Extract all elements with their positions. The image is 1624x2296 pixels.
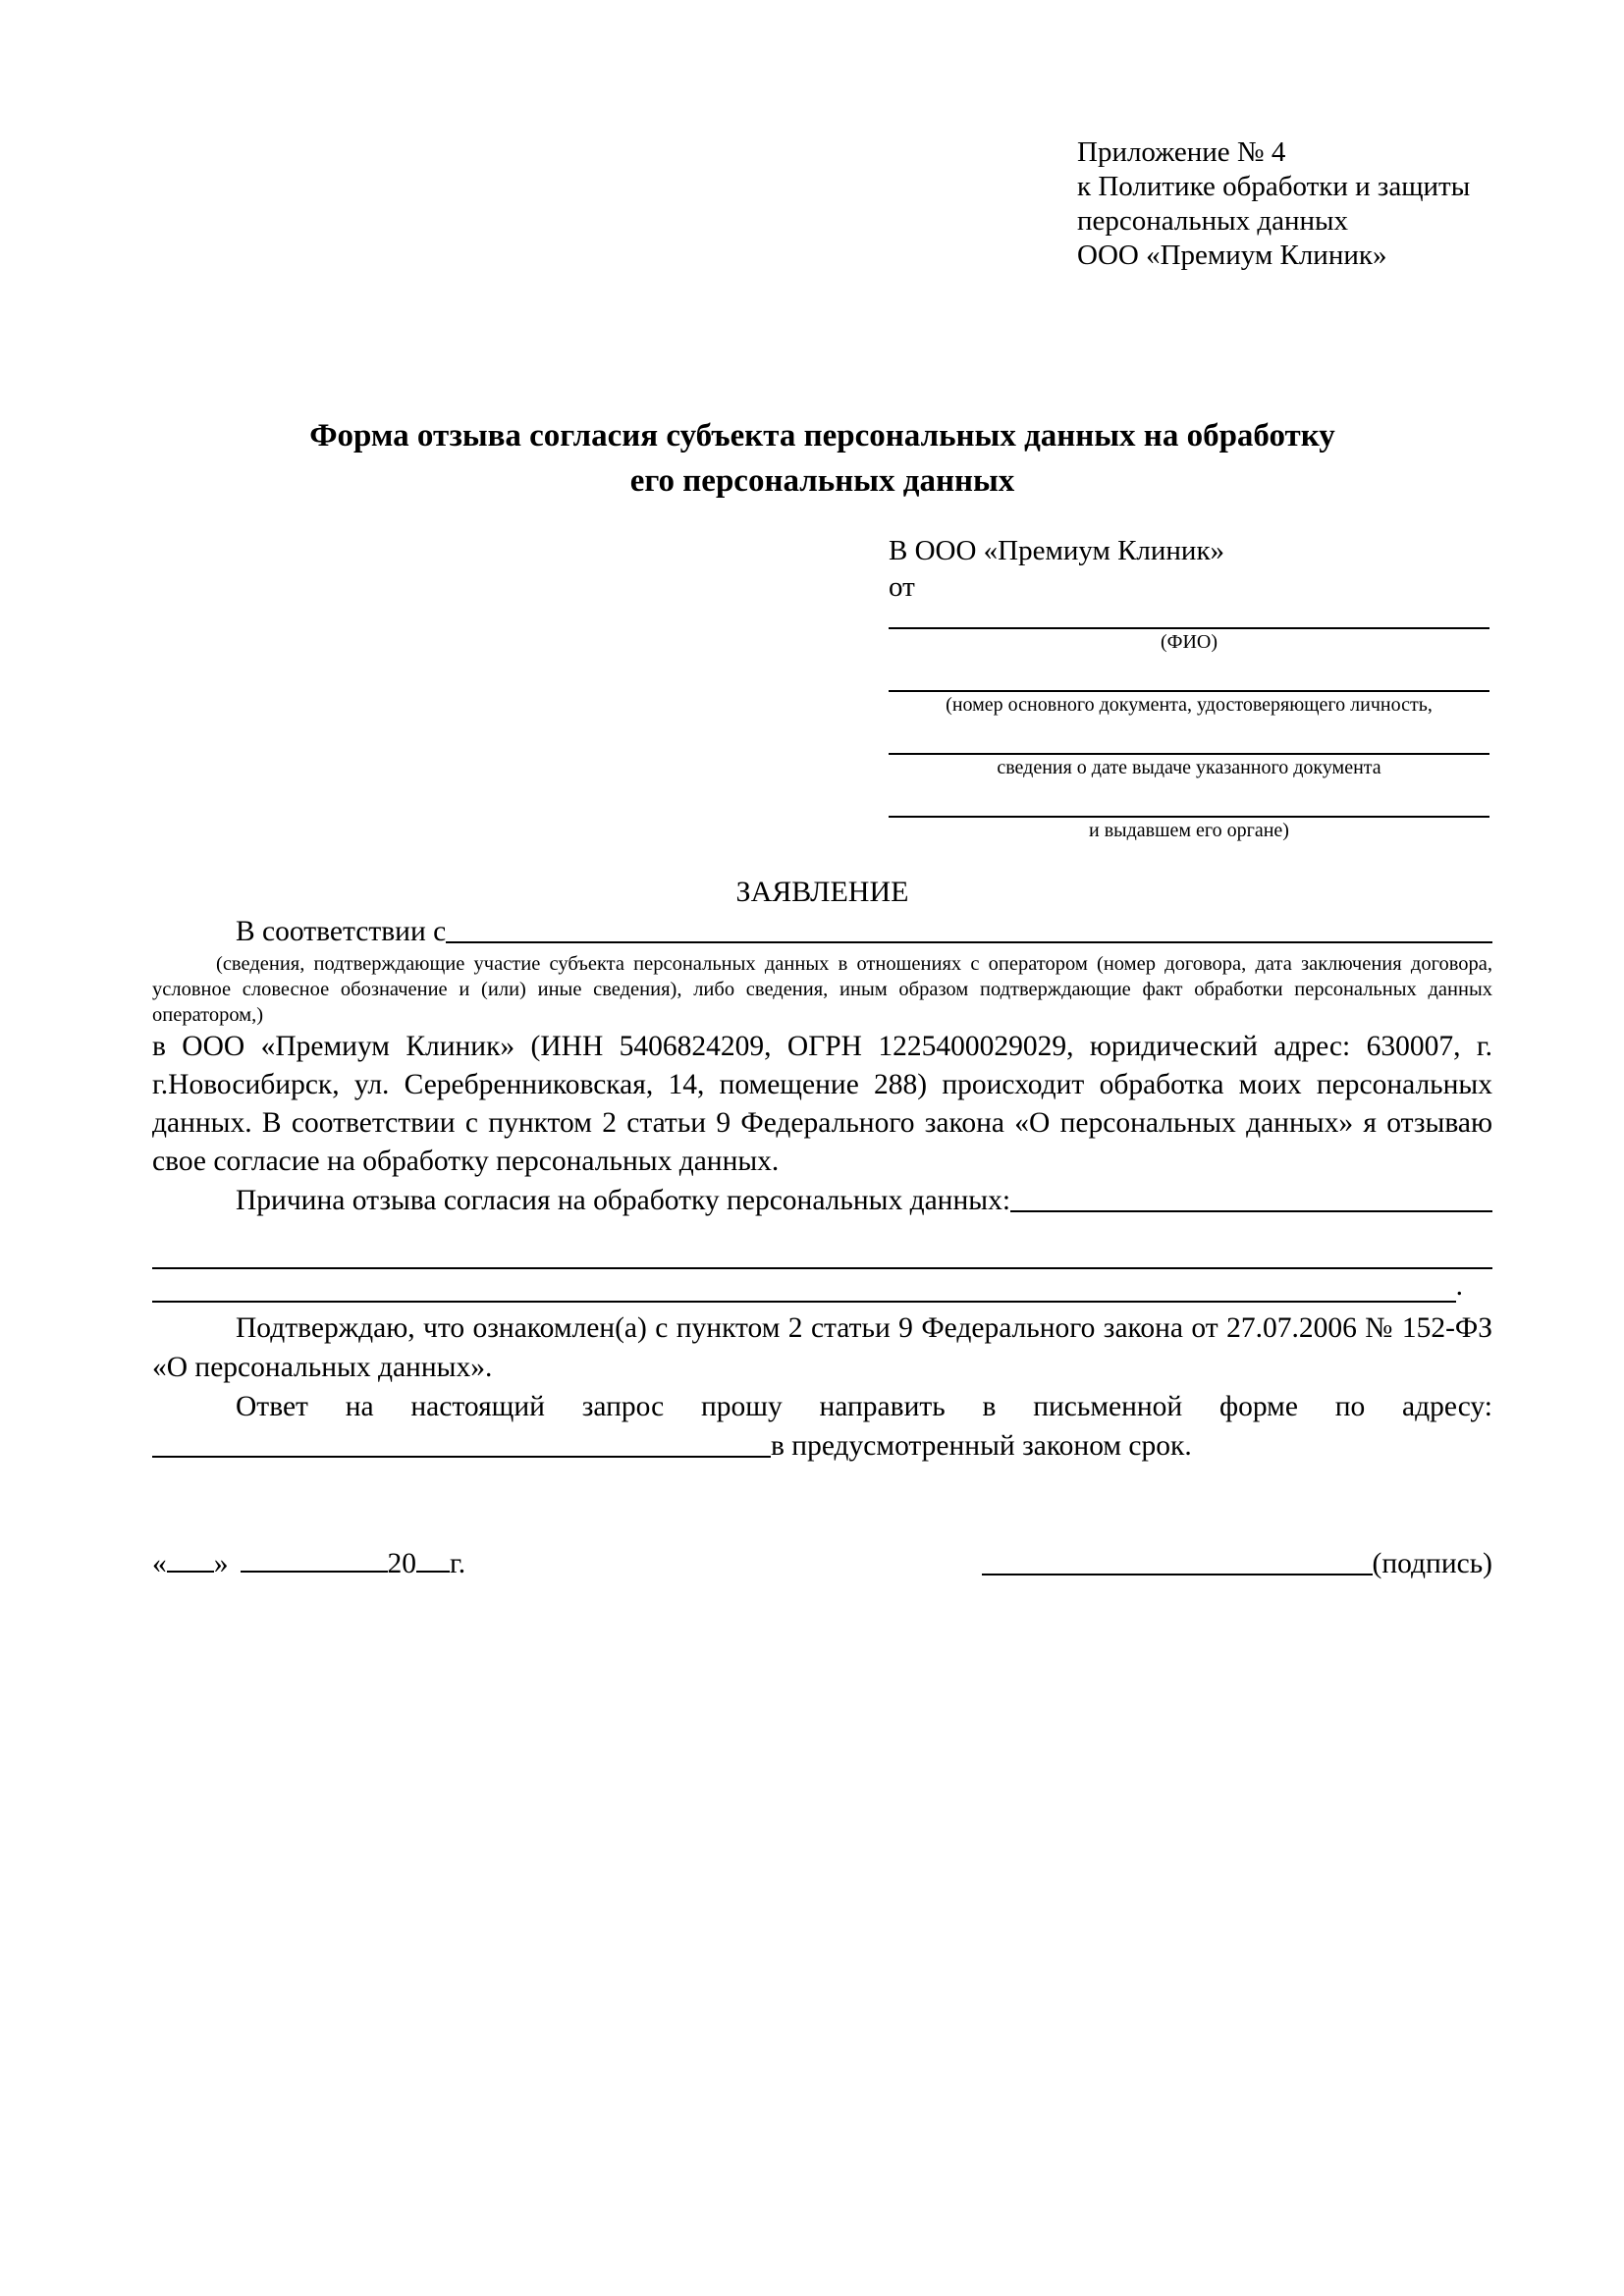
reason-row: [152, 1181, 1492, 1220]
accordance-row: [152, 912, 1492, 951]
id-document-issuer-field-line[interactable]: [889, 794, 1489, 818]
appendix-note: [1077, 135, 1492, 273]
document-title: [152, 413, 1492, 504]
id-document-number-label: (номер основного документа, удостоверяющего личность,: [946, 694, 1433, 716]
date-close-quote: »: [213, 1548, 229, 1579]
id-document-issuer-label: и выдавшем его органе): [1089, 820, 1289, 841]
statement-heading: ЗАЯВЛЕНИЕ: [735, 876, 909, 908]
id-document-number-field-line[interactable]: [889, 668, 1489, 692]
confirmation-paragraph: Подтверждаю, что ознакомлен(а) с пунктом 2 статьи 9 Федерального закона от 27.07.2006 № 152-ФЗ «О персональных данных».: [152, 1312, 1492, 1383]
document-title-line2: его персональных данных: [629, 463, 1015, 499]
appendix-line: Приложение № 4: [1077, 136, 1286, 168]
id-document-issue-date-field-line[interactable]: [889, 731, 1489, 755]
reason-continuation-line-1[interactable]: [152, 1236, 1492, 1269]
response-address-field-line[interactable]: [152, 1456, 771, 1458]
response-suffix: в предусмотренный законом срок.: [771, 1430, 1192, 1462]
appendix-line: ООО «Премиум Клиник»: [1077, 240, 1387, 271]
response-address-row: [152, 1426, 1492, 1466]
signature-label: (подпись): [1372, 1548, 1492, 1579]
id-document-issue-date-label: сведения о дате выдаче указанного документа: [997, 757, 1381, 778]
reason-field-line[interactable]: [1010, 1210, 1492, 1212]
appendix-line: персональных данных: [1077, 205, 1349, 237]
reason-continuation-row-2: [152, 1269, 1492, 1303]
accordance-prefix: В соответствии с: [236, 916, 447, 947]
signature-field-line[interactable]: [982, 1574, 1373, 1575]
fio-field-line[interactable]: [889, 606, 1489, 629]
document-title-line1: Форма отзыва согласия субъекта персональных данных на обработку: [309, 418, 1335, 454]
reason-continuation-line-2[interactable]: [152, 1269, 1456, 1303]
paragraph-indent: [152, 912, 236, 951]
reason-prefix: Причина отзыва согласия на обработку персональных данных:: [236, 1185, 1011, 1216]
fine-print-clause: (сведения, подтверждающие участие субъекта персональных данных в отношениях с оператором (номер договора, дата заключения договора, условное словесное обозначение и (или) иные сведения), либо сведения, иным образом подтверждающие факт обработки персональных данных оператором,): [152, 953, 1492, 1026]
date-signature-row: [152, 1544, 1492, 1583]
appendix-line: к Политике обработки и защиты: [1077, 171, 1471, 202]
response-request-line: Ответ на настоящий запрос прошу направить в письменной форме по адресу:: [236, 1391, 1492, 1422]
date-year-field-line[interactable]: [416, 1545, 450, 1573]
date-day-field-line[interactable]: [167, 1545, 214, 1573]
statement-body: в ООО «Премиум Клиник» (ИНН 5406824209, ОГРН 1225400029029, юридический адрес: 630007, г. г.Новосибирск, ул. Серебренниковская, 14, помещение 288) происходит обработка моих персональных данных. В соответствии с пунктом 2 статьи 9 Федерального закона «О персональных данных» я отзываю свое согласие на обработку персональных данных.: [152, 1031, 1492, 1177]
accordance-field-line[interactable]: [446, 941, 1492, 943]
date-year-suffix: г.: [450, 1548, 466, 1579]
addressee-block: [889, 533, 1489, 843]
date-open-quote: «: [152, 1548, 167, 1579]
date-month-field-line[interactable]: [241, 1545, 388, 1573]
reason-terminator: .: [1455, 1270, 1463, 1302]
date-part: [152, 1544, 465, 1583]
fio-field-label: (ФИО): [1160, 631, 1218, 653]
addressee-from-label: от: [889, 571, 915, 603]
paragraph-indent: [152, 1181, 236, 1220]
date-year-prefix: 20: [387, 1548, 416, 1579]
signature-part: [982, 1544, 1492, 1583]
addressee-organization: В ООО «Премиум Клиник»: [889, 535, 1225, 566]
